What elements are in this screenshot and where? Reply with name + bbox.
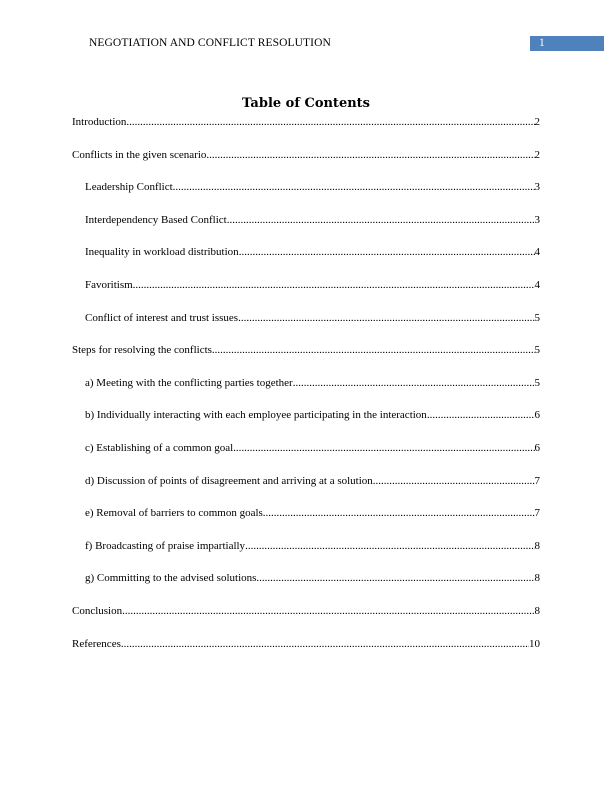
toc-entry-page: 8 — [534, 604, 540, 617]
toc-entry-label: b) Individually interacting with each employee participating in the interaction — [85, 409, 427, 422]
toc-entry-page: 3 — [534, 213, 540, 226]
toc-entry-page: 2 — [534, 148, 540, 161]
toc-entry-label: Favoritism — [85, 278, 133, 291]
toc-entry-interdependency-conflict[interactable] — [72, 212, 540, 245]
toc-entry-page: 5 — [534, 376, 540, 389]
toc-entry-leadership-conflict[interactable] — [72, 179, 540, 212]
dot-leader — [121, 636, 529, 652]
toc-entry-step-f[interactable] — [72, 538, 540, 571]
dot-leader — [238, 310, 534, 326]
dot-leader — [173, 179, 535, 195]
dot-leader — [263, 505, 535, 521]
page-number: 1 — [539, 37, 545, 49]
toc-entry-conflicts-in-scenario[interactable] — [72, 147, 540, 180]
dot-leader — [427, 407, 535, 423]
toc-entry-step-e[interactable] — [72, 505, 540, 538]
dot-leader — [126, 114, 534, 130]
toc-entry-label: References — [72, 637, 121, 650]
toc-entry-label: Interdependency Based Conflict — [85, 213, 227, 226]
toc-entry-step-g[interactable] — [72, 570, 540, 603]
dot-leader — [122, 603, 534, 619]
toc-entry-label: g) Committing to the advised solutions — [85, 572, 257, 585]
toc-entry-page: 6 — [534, 441, 540, 454]
toc-entry-page: 6 — [534, 409, 540, 422]
toc-entry-conflict-of-interest[interactable] — [72, 310, 540, 343]
toc-entry-page: 5 — [534, 311, 540, 324]
toc-entry-label: Inequality in workload distribution — [85, 246, 239, 259]
toc-entry-steps-resolving[interactable] — [72, 342, 540, 375]
toc-entry-page: 5 — [534, 344, 540, 357]
page-number-badge — [530, 36, 604, 51]
toc-entry-page: 8 — [534, 572, 540, 585]
toc-entry-label: Conflict of interest and trust issues — [85, 311, 239, 324]
dot-leader — [245, 538, 534, 554]
toc-entry-page: 4 — [534, 246, 540, 259]
toc-entry-label: Steps for resolving the conflicts — [72, 344, 212, 357]
toc-entry-step-b[interactable] — [72, 407, 540, 440]
dot-leader — [293, 375, 535, 391]
toc-entry-page: 10 — [529, 637, 540, 650]
toc-entry-label: a) Meeting with the conflicting parties together — [85, 376, 293, 389]
toc-heading: Table of Contents — [242, 96, 370, 111]
toc-entry-label: Leadership Conflict — [85, 181, 173, 194]
toc-entry-label: c) Establishing of a common goal — [85, 441, 234, 454]
running-header-title: NEGOTIATION AND CONFLICT RESOLUTION — [89, 37, 331, 49]
table-of-contents — [72, 114, 540, 668]
dot-leader — [133, 277, 535, 293]
toc-entry-label: d) Discussion of points of disagreement and arriving at a solution — [85, 474, 373, 487]
dot-leader — [227, 212, 535, 228]
toc-entry-step-a[interactable] — [72, 375, 540, 408]
toc-entry-label: e) Removal of barriers to common goals — [85, 507, 263, 520]
toc-entry-label: Conflicts in the given scenario — [72, 148, 207, 161]
toc-entry-page: 2 — [534, 116, 540, 128]
toc-entry-favoritism[interactable] — [72, 277, 540, 310]
dot-leader — [212, 342, 535, 358]
toc-entry-step-c[interactable] — [72, 440, 540, 473]
toc-entry-step-d[interactable] — [72, 473, 540, 506]
toc-entry-workload-inequality[interactable] — [72, 244, 540, 277]
toc-entry-references[interactable] — [72, 636, 540, 669]
toc-entry-page: 7 — [534, 474, 540, 487]
toc-entry-label: Introduction — [72, 116, 127, 128]
toc-entry-page: 7 — [534, 507, 540, 520]
dot-leader — [239, 244, 535, 260]
dot-leader — [256, 570, 534, 586]
toc-entry-conclusion[interactable] — [72, 603, 540, 636]
toc-entry-label: Conclusion — [72, 604, 123, 617]
toc-entry-label: f) Broadcasting of praise impartially — [85, 539, 246, 552]
dot-leader — [233, 440, 534, 456]
toc-entry-page: 8 — [534, 539, 540, 552]
toc-entry-page: 3 — [534, 181, 540, 194]
dot-leader — [373, 473, 535, 489]
toc-entry-introduction[interactable] — [72, 114, 540, 147]
toc-entry-page: 4 — [534, 278, 540, 291]
dot-leader — [206, 147, 534, 163]
